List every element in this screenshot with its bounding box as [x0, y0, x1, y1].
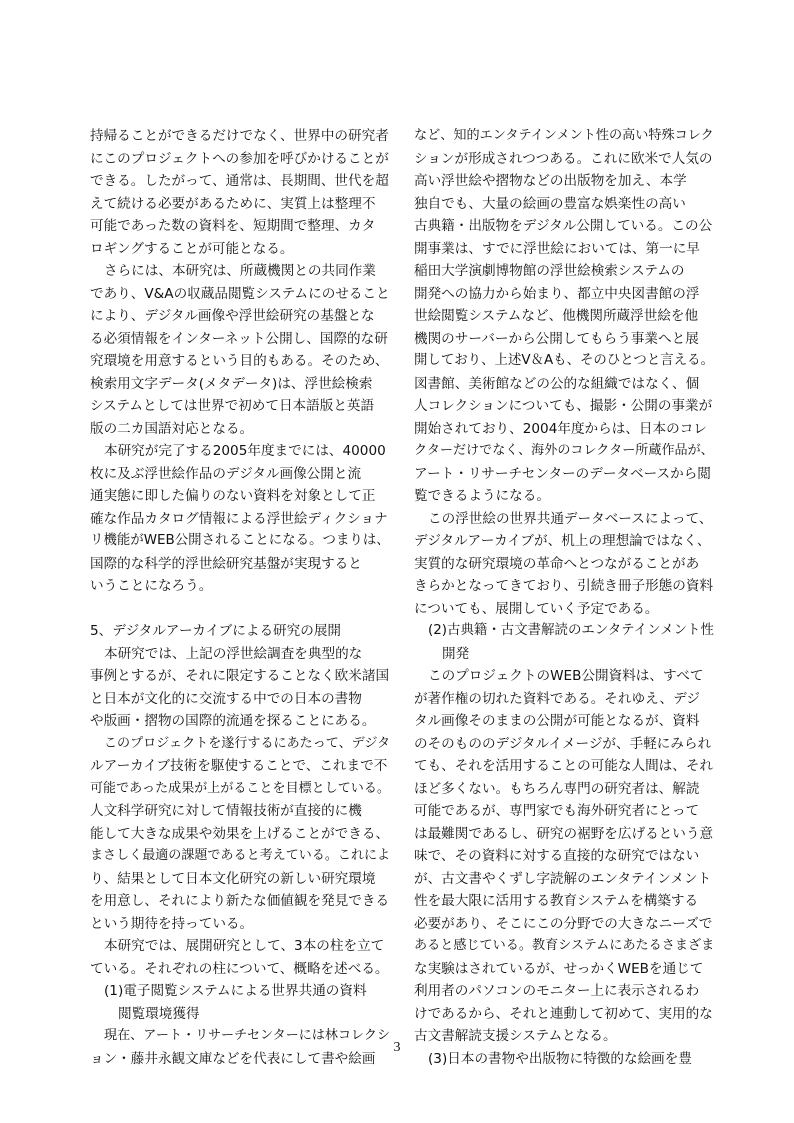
text-line: 利用者のパソコンのモニター上に表示されるわ: [414, 983, 700, 999]
text-line: 通実態に即した偏りのない資料を対象として正: [90, 488, 376, 504]
text-line: は最難関であるし、研究の裾野を広げるという意: [414, 825, 714, 842]
text-line: 開始されており、2004年度からは、日本のコレ: [414, 420, 707, 437]
text-line: 実質的な研究環境の革命へとつながることがあ: [414, 555, 700, 572]
subheading: [90, 980, 390, 1025]
text-line: 性を最大限に活用する教育システムを構築する: [414, 893, 699, 909]
text-line: 開事業は、すでに浮世絵においては、第一に早: [414, 240, 700, 257]
text-line: さらには、本研究は、所蔵機関との共同作業: [104, 263, 376, 279]
text-line: 可能であった数の資料を、短期間で整理、カタ: [90, 218, 376, 234]
left-column: [90, 125, 390, 1070]
text-line: 世絵閲覧システムなど、他機関所蔵浮世絵を他: [414, 308, 699, 324]
text-line: 事例とするが、それに限定することなく欧米諸国: [90, 668, 390, 684]
text-line: 検索用文字データ(メタデータ)は、浮世絵検索: [90, 375, 373, 392]
subheading-line: 開発: [442, 645, 470, 662]
text-line: 本研究が完了する2005年度までには、40000: [104, 443, 386, 459]
paragraph: [414, 508, 714, 621]
subheading-line: (2)古典籍・古文書解読のエンタテインメント性: [428, 623, 714, 638]
paragraph: [90, 260, 390, 440]
text-line: 国際的な科学的浮世絵研究基盤が実現すると: [90, 555, 362, 572]
subheading-line: (3)日本の書物や出版物に特徴的な絵画を豊: [428, 1050, 692, 1067]
text-line: 味で、その資料に対する直接的な研究ではない: [414, 848, 700, 864]
text-line: デジタルアーカイブが、机上の理想論ではなく、: [414, 533, 711, 549]
text-line: 独自でも、大量の絵画の豊富な娯楽性の高い: [414, 195, 686, 212]
paragraph: [414, 665, 714, 1048]
subheading-line: (1)電子閲覧システムによる世界共通の資料: [104, 983, 367, 999]
text-line: な実験はされているが、せっかくWEBを通じて: [414, 960, 704, 977]
text-line: いうことになろう。: [90, 578, 213, 594]
text-line: 古典籍・出版物をデジタル公開している。この公: [414, 218, 713, 234]
text-line: 図書館、美術館などの公的な組織ではなく、個: [414, 375, 700, 392]
paragraph: [90, 125, 390, 260]
text-line: ョン・藤井永観文庫などを代表にして書や絵画: [90, 1050, 376, 1067]
text-line: る必須情報をインターネット公開し、国際的な研: [90, 330, 388, 347]
text-line: を用意し、それにより新たな価値観を発見できる: [90, 893, 390, 909]
text-line: システムとしては世界で初めて日本語版と英語: [90, 398, 375, 414]
paragraph-gap: [90, 598, 390, 621]
text-line: クターだけでなく、海外のコレクター所蔵作品が、: [414, 443, 714, 458]
text-line: ほど多くない。もちろん専門の研究者は、解読: [414, 780, 700, 797]
text-line: により、デジタル画像や浮世絵研究の基盤とな: [90, 308, 375, 324]
paragraph: [90, 935, 390, 980]
text-line: が、古文書やくずし字読解のエンタテインメント: [414, 870, 712, 887]
text-line: り、結果として日本文化研究の新しい研究環境: [90, 870, 376, 887]
text-line: 枚に及ぶ浮世絵作品のデジタル画像公開と流: [90, 465, 362, 482]
text-line: この浮世絵の世界共通データベースによって、: [428, 510, 713, 527]
page-number: 3: [393, 1040, 401, 1055]
right-column: [414, 125, 714, 1070]
text-line: できる。したがって、通常は、長期間、世代を超: [90, 173, 389, 189]
text-line: ロギングすることが可能となる。: [90, 240, 294, 257]
text-line: 必要があり、そこにこの分野での大きなニーズで: [414, 915, 713, 932]
text-line: このプロジェクトのWEB公開資料は、すべて: [428, 668, 704, 684]
text-line: タル画像そのままの公開が可能となるが、資料: [414, 713, 700, 729]
text-line: 機関のサーバーから公開してもらう事業へと展: [414, 330, 699, 347]
text-line: 覧できるようになる。: [414, 488, 550, 504]
paragraph: [90, 643, 390, 733]
text-line: えて続ける必要があるために、実質上は整理不: [90, 195, 376, 212]
text-line: 開しており、上述V＆Aも、そのひとつと言える。: [414, 353, 714, 368]
text-line: 本研究では、上記の浮世絵調査を典型的な: [104, 645, 363, 662]
text-line: 人文科学研究に対して情報技術が直接的に機: [90, 803, 362, 819]
text-line: きらかとなってきており、引続き冊子形態の資料: [414, 578, 714, 594]
text-line: 開発への協力から始まり、都立中央図書館の浮: [414, 285, 700, 302]
text-line: 可能であるが、専門家でも海外研究者にとって: [414, 803, 700, 819]
text-line: あると感じている。教育システムにあたるさまざま: [414, 938, 715, 953]
text-line: ションが形成されつつある。これに欧米で人気の: [414, 150, 713, 167]
text-line: 現在、アート・リサーチセンターには林コレクシ: [104, 1028, 391, 1043]
text-line: けであるから、それと連動して初めて、実用的な: [414, 1005, 713, 1022]
text-line: 本研究では、展開研究として、3本の柱を立て: [104, 938, 385, 954]
text-line: 究環境を用意するという目的もある。そのため、: [90, 353, 389, 369]
text-line: リ機能がWEB公開されることになる。つまりは、: [90, 533, 390, 548]
text-line: についても、展開していく予定である。: [414, 600, 659, 617]
text-line: 持帰ることができるだけでなく、世界中の研究者: [90, 128, 389, 144]
text-line: 稲田大学演劇博物館の浮世絵検索システムの: [414, 263, 685, 279]
text-line: のそのもののデジタルイメージが、手軽にみられ: [414, 735, 712, 752]
text-line: 古文書解読支援システムとなる。: [414, 1028, 617, 1044]
text-line: このプロジェクトを遂行するにあたって、デジタ: [104, 735, 391, 751]
text-line: と日本が文化的に交流する中での日本の書物: [90, 690, 362, 707]
section-heading: 5、デジタルアーカイブによる研究の展開: [90, 623, 342, 639]
text-line: 可能であった成果が上がることを目標としている。: [90, 780, 390, 796]
subheading-line: 閲覧環境獲得: [118, 1005, 200, 1022]
text-line: にこのプロジェクトへの参加を呼びかけることが: [90, 150, 389, 167]
text-line: まさしく最適の課題であると考えている。これによ: [90, 848, 391, 863]
paragraph: [90, 440, 390, 598]
text-line: など、知的エンタテインメント性の高い特殊コレク: [414, 128, 714, 143]
subheading: [414, 620, 714, 665]
text-line: や版画・摺物の国際的流通を探ることにある。: [90, 713, 376, 729]
text-line: であり、V&Aの収蔵品閲覧システムにのせること: [90, 285, 390, 302]
text-line: ルアーカイブ技術を駆使することで、これまで不: [90, 758, 388, 774]
text-line: 高い浮世絵や摺物などの出版物を加え、本学: [414, 173, 687, 189]
text-line: 確な作品カタログ情報による浮世絵ディクショナ: [90, 510, 388, 527]
text-line: という期待を持っている。: [90, 915, 254, 932]
text-line: が著作権の切れた資料である。それゆえ、デジ: [414, 690, 701, 707]
paragraph: [90, 733, 390, 936]
paragraph: [414, 125, 714, 508]
text-line: ている。それぞれの柱について、概略を述べる。: [90, 960, 389, 977]
text-line: アート・リサーチセンターのデータベースから閲: [414, 465, 711, 482]
text-line: ても、それを活用することの可能な人間は、それ: [414, 758, 714, 774]
text-line: 能して大きな成果や効果を上げることができる、: [90, 825, 390, 842]
text-line: 人コレクションについても、撮影・公開の事業が: [414, 398, 713, 414]
text-line: 版の二カ国語対応となる。: [90, 420, 254, 437]
